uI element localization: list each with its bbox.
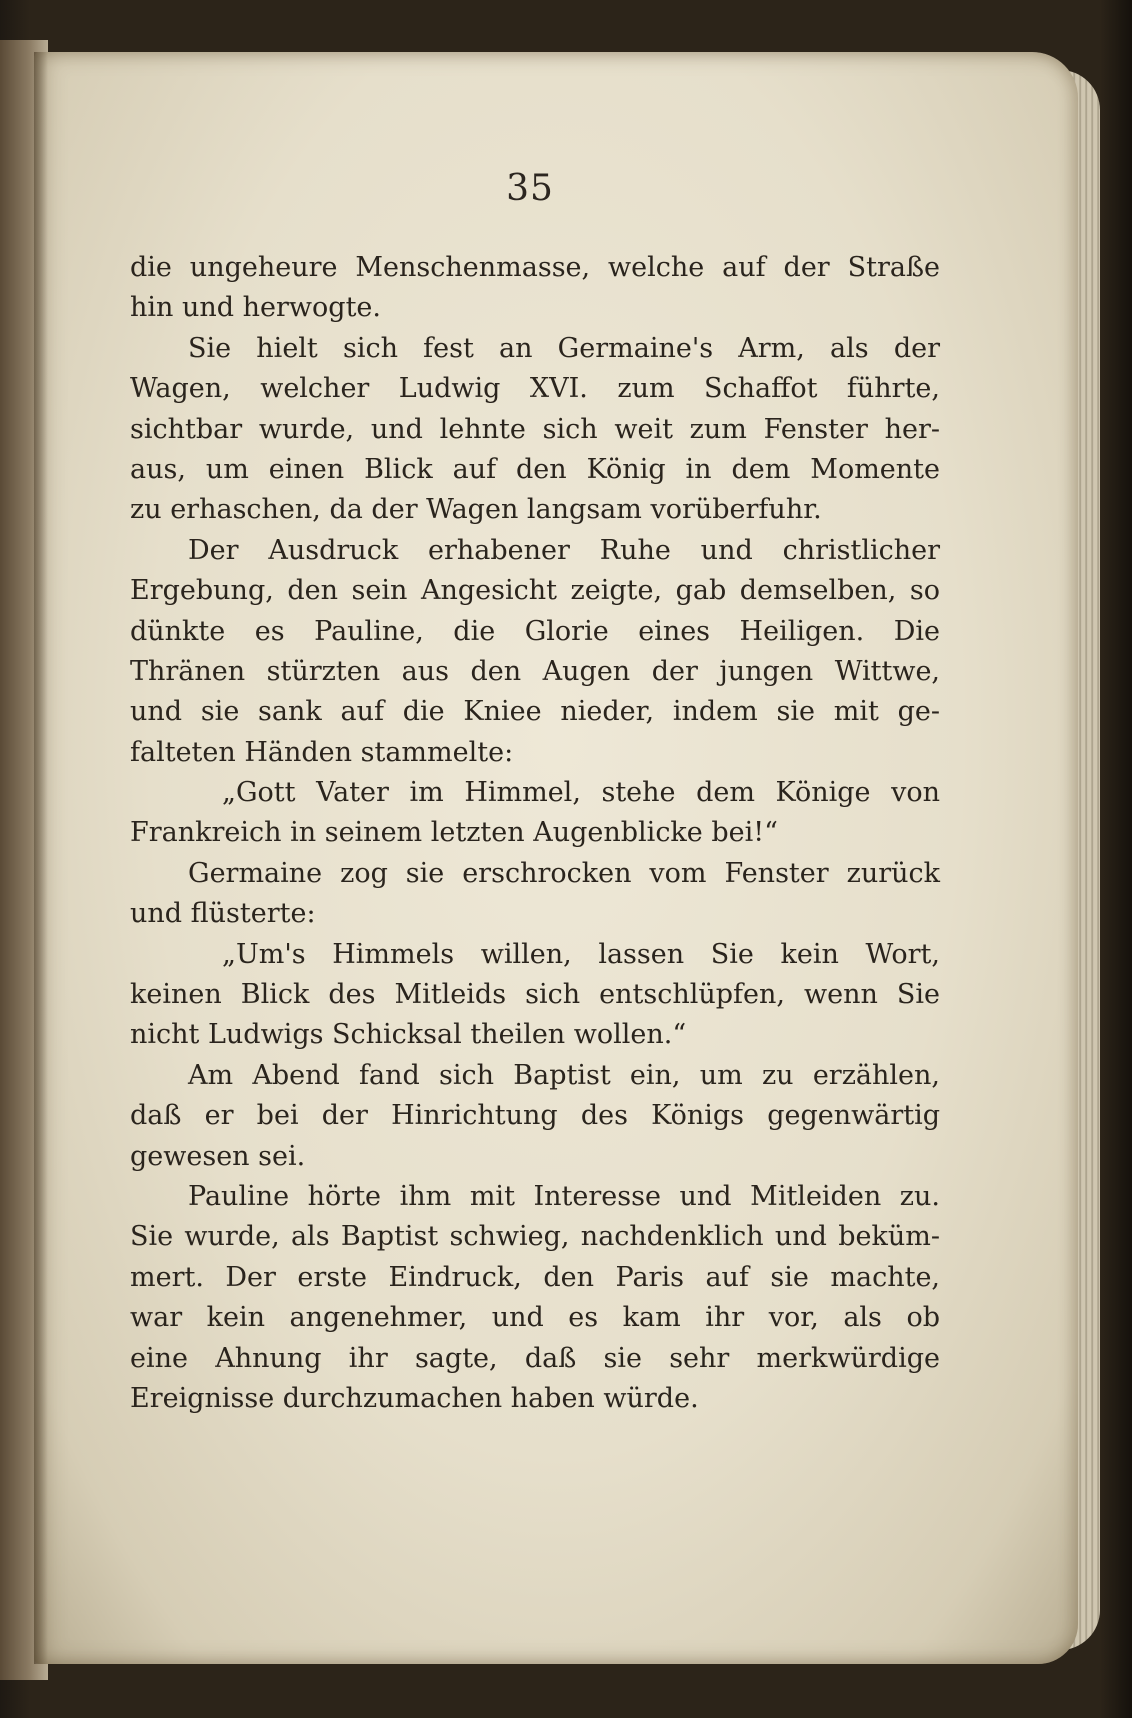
text-line: gewesen sei.	[130, 1140, 306, 1172]
text-line: daß er bei der Hinrichtung des Königs gegenwärtig	[130, 1100, 940, 1132]
text-line: Ereignisse durchzumachen haben würde.	[130, 1382, 699, 1414]
text-line: Frankreich in seinem letzten Augenblicke bei!“	[130, 817, 778, 849]
text-line: Der Ausdruck erhabener Ruhe und christlicher	[188, 534, 940, 566]
text-line: aus, um einen Blick auf den König in dem Momente	[130, 453, 940, 485]
text-line: Wagen, welcher Ludwig XVI. zum Schaffot führte,	[130, 373, 940, 405]
text-line: und flüsterte:	[130, 898, 316, 930]
text-line: Germaine zog sie erschrocken vom Fenster zurück	[188, 857, 940, 889]
text-line: „Gott Vater im Himmel, stehe dem Könige von	[222, 777, 940, 809]
text-line: war kein angenehmer, und es kam ihr vor, als ob	[130, 1302, 940, 1334]
text-line: falteten Händen stammelte:	[130, 736, 514, 768]
text-line: und sie sank auf die Kniee nieder, indem sie mit ge-	[130, 696, 940, 728]
text-line: zu erhaschen, da der Wagen langsam vorüberfuhr.	[130, 494, 822, 526]
text-line: keinen Blick des Mitleids sich entschlüpfen, wenn Sie	[130, 979, 940, 1011]
text-line: mert. Der erste Eindruck, den Paris auf sie machte,	[130, 1261, 940, 1293]
text-line: Sie hielt sich fest an Germaine's Arm, als der	[188, 332, 940, 364]
text-line: dünkte es Pauline, die Glorie eines Heiligen. Die	[130, 615, 940, 647]
text-line: die ungeheure Menschenmasse, welche auf der Straße	[130, 252, 940, 283]
text-line: Thränen stürzten aus den Augen der jungen Wittwe,	[130, 655, 940, 687]
text-line: sichtbar wurde, und lehnte sich weit zum Fenster her-	[130, 413, 940, 445]
text-line: Ergebung, den sein Angesicht zeigte, gab demselben, so	[130, 575, 940, 607]
text-line: Am Abend fand sich Baptist ein, um zu erzählen,	[188, 1059, 940, 1091]
text-line: „Um's Himmels willen, lassen Sie kein Wort,	[222, 938, 940, 970]
page-gutter-shadow	[34, 52, 48, 1664]
text-line: Pauline hörte ihm mit Interesse und Mitleiden zu.	[188, 1180, 940, 1212]
text-line: eine Ahnung ihr sagte, daß sie sehr merkwürdige	[130, 1342, 940, 1374]
text-line: hin und herwogte.	[130, 292, 381, 324]
text-line: nicht Ludwigs Schicksal theilen wollen.“	[130, 1019, 687, 1051]
page-number: 35	[506, 168, 554, 209]
body-text	[130, 248, 940, 1419]
text-line: Sie wurde, als Baptist schwieg, nachdenklich und beküm-	[130, 1221, 940, 1253]
